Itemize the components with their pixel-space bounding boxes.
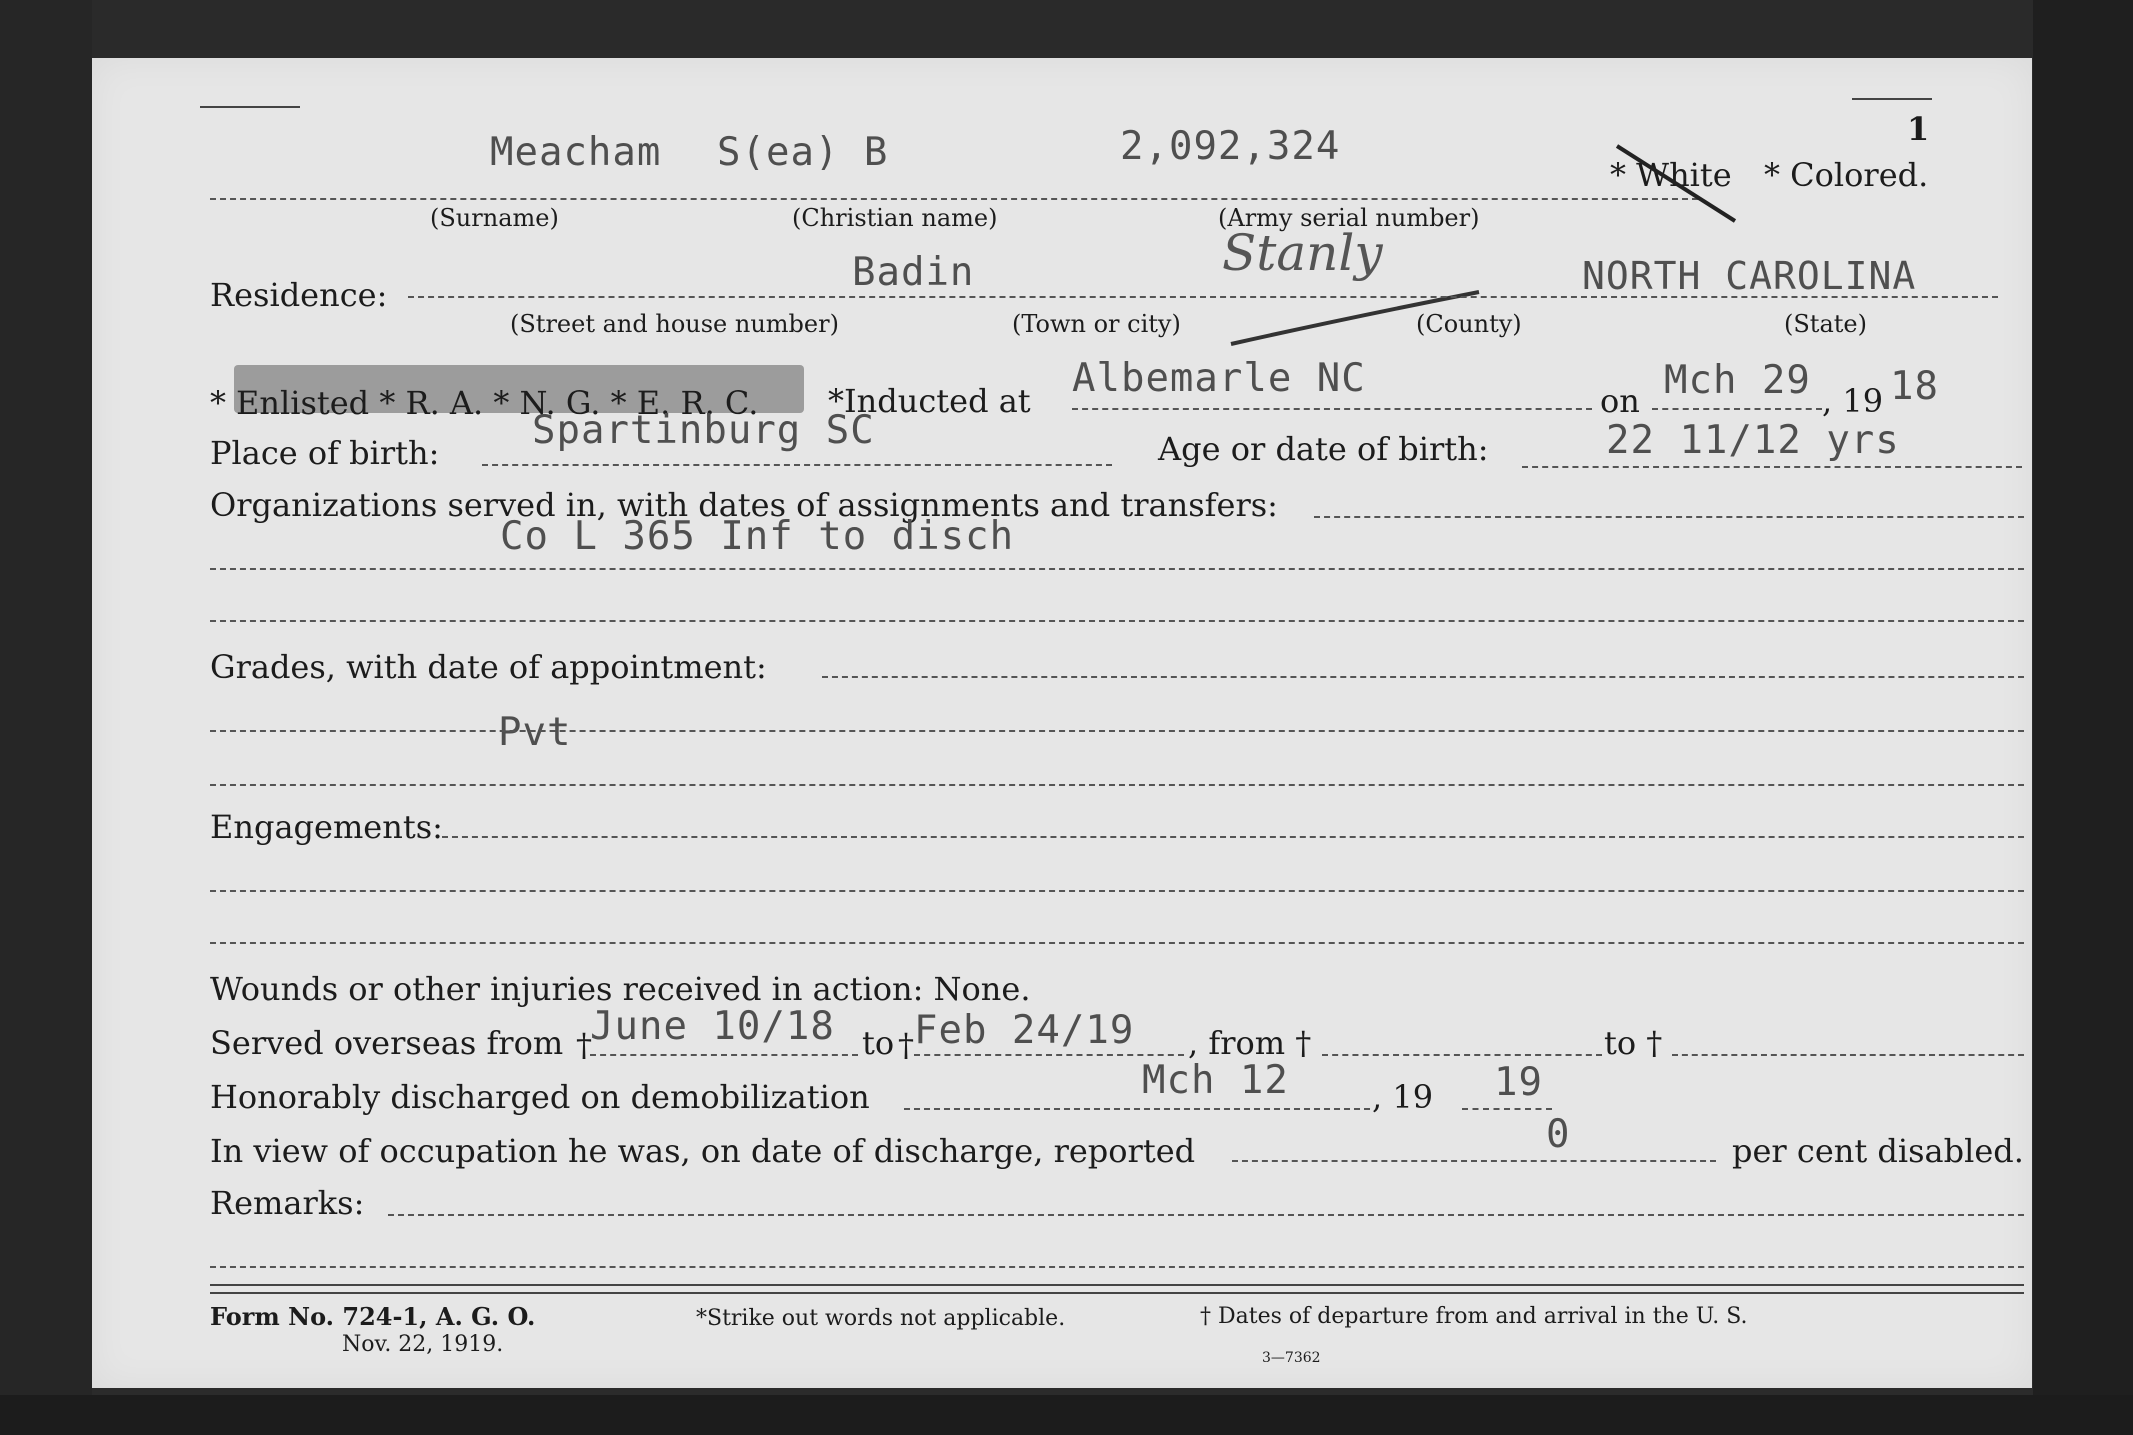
name-line bbox=[210, 198, 1698, 200]
scan-border-left bbox=[0, 0, 92, 1435]
departure-dates-note: † Dates of departure from and arrival in the U. S. bbox=[1200, 1304, 1748, 1329]
overseas-to-line bbox=[914, 1054, 1184, 1056]
surname-value: Meacham bbox=[490, 130, 662, 175]
top-left-rule bbox=[200, 106, 300, 108]
street-caption: (Street and house number) bbox=[510, 310, 839, 338]
on-label: on bbox=[1600, 382, 1640, 420]
age-line bbox=[1522, 466, 2022, 468]
organizations-line-3 bbox=[210, 620, 2024, 622]
residence-line bbox=[408, 296, 1998, 298]
overseas-to-label: to bbox=[862, 1024, 895, 1062]
service-record-card bbox=[92, 58, 2032, 1388]
induction-year-prefix: , 19 bbox=[1822, 382, 1884, 420]
overseas-label: Served overseas from bbox=[210, 1024, 564, 1062]
remarks-label: Remarks: bbox=[210, 1184, 365, 1222]
disability-line bbox=[1232, 1160, 1716, 1162]
overseas-to-value: Feb 24/19 bbox=[914, 1008, 1135, 1053]
overseas-from2-label: , from † bbox=[1188, 1024, 1312, 1062]
christian-name-caption: (Christian name) bbox=[792, 204, 998, 232]
age-value: 22 11/12 yrs bbox=[1606, 418, 1900, 463]
county-value: Stanly bbox=[1222, 224, 1383, 282]
place-of-birth-value: Spartinburg SC bbox=[532, 408, 875, 453]
induction-year-value: 18 bbox=[1890, 364, 1939, 409]
state-value: NORTH CAROLINA bbox=[1582, 254, 1917, 298]
christian-name-value: S(ea) B bbox=[717, 130, 889, 175]
disability-value: 0 bbox=[1546, 1112, 1571, 1157]
residence-label: Residence: bbox=[210, 276, 388, 314]
scan-border-bottom bbox=[0, 1395, 2133, 1435]
inducted-at-value: Albemarle NC bbox=[1072, 356, 1366, 401]
overseas-from-dagger: † bbox=[576, 1026, 592, 1064]
engagements-label: Engagements: bbox=[210, 808, 443, 846]
top-right-rule bbox=[1852, 98, 1932, 100]
scan-border-top bbox=[0, 0, 2133, 58]
grades-line-1 bbox=[822, 676, 2024, 678]
grades-line-3 bbox=[210, 784, 2024, 786]
disability-suffix: per cent disabled. bbox=[1732, 1132, 2024, 1170]
organizations-line-2 bbox=[210, 568, 2024, 570]
overseas-to2-label: to † bbox=[1604, 1024, 1663, 1062]
engagements-line-1 bbox=[442, 836, 2024, 838]
inducted-at-label: *Inducted at bbox=[828, 382, 1031, 420]
discharge-date-line bbox=[904, 1108, 1370, 1110]
wounds-label: Wounds or other injuries received in action: None. bbox=[210, 970, 1031, 1008]
overseas-to2-line bbox=[1672, 1054, 2024, 1056]
place-of-birth-line bbox=[482, 464, 1112, 466]
overseas-to-dagger: † bbox=[898, 1026, 914, 1064]
race-colored-option: * Colored. bbox=[1764, 156, 1929, 194]
print-code: 3—7362 bbox=[1262, 1350, 1321, 1366]
card-number: 1 bbox=[1907, 110, 1930, 148]
form-number: Form No. 724-1, A. G. O. bbox=[210, 1302, 536, 1331]
organizations-label: Organizations served in, with dates of assignments and transfers: bbox=[210, 486, 1278, 524]
organizations-value: Co L 365 Inf to disch bbox=[500, 514, 1015, 559]
place-of-birth-label: Place of birth: bbox=[210, 434, 440, 472]
overseas-from2-line bbox=[1322, 1054, 1602, 1056]
remarks-line-2 bbox=[210, 1266, 2024, 1268]
surname-caption: (Surname) bbox=[430, 204, 559, 232]
organizations-line-1 bbox=[1314, 516, 2024, 518]
induction-date-value: Mch 29 bbox=[1664, 358, 1811, 403]
discharge-year-value: 19 bbox=[1494, 1060, 1543, 1105]
county-caption: (County) bbox=[1416, 310, 1522, 338]
serial-number-value: 2,092,324 bbox=[1120, 124, 1341, 169]
form-date: Nov. 22, 1919. bbox=[342, 1332, 504, 1357]
footer-rule-2 bbox=[210, 1292, 2024, 1294]
town-caption: (Town or city) bbox=[1012, 310, 1181, 338]
grades-value: Pvt bbox=[498, 710, 572, 755]
grades-label: Grades, with date of appointment: bbox=[210, 648, 767, 686]
discharge-label: Honorably discharged on demobilization bbox=[210, 1078, 870, 1116]
scan-border-right bbox=[2033, 0, 2133, 1435]
remarks-line-1 bbox=[388, 1214, 2024, 1216]
discharge-year-line bbox=[1462, 1108, 1552, 1110]
engagements-line-2 bbox=[210, 890, 2024, 892]
town-value: Badin bbox=[852, 250, 975, 295]
engagements-line-3 bbox=[210, 942, 2024, 944]
serial-number-caption: (Army serial number) bbox=[1218, 204, 1480, 232]
strikeout-mark bbox=[1612, 138, 1742, 228]
discharge-year-prefix: , 19 bbox=[1372, 1078, 1434, 1116]
disability-label: In view of occupation he was, on date of discharge, reported bbox=[210, 1132, 1196, 1170]
enlisted-star: * bbox=[210, 384, 226, 422]
age-label: Age or date of birth: bbox=[1158, 430, 1489, 468]
state-caption: (State) bbox=[1784, 310, 1867, 338]
enlisted-options: Enlisted * R. A. * N. G. * E. R. C. bbox=[236, 384, 759, 422]
footer-rule-1 bbox=[210, 1284, 2024, 1286]
strike-out-note: *Strike out words not applicable. bbox=[696, 1306, 1066, 1331]
race-white-option: * White bbox=[1610, 156, 1732, 194]
discharge-date-value: Mch 12 bbox=[1142, 1058, 1289, 1103]
overseas-from-line bbox=[590, 1054, 858, 1056]
overseas-from-value: June 10/18 bbox=[590, 1004, 835, 1049]
induction-date-line bbox=[1652, 408, 1822, 410]
inducted-line bbox=[1072, 408, 1592, 410]
grades-line-2 bbox=[210, 730, 2024, 732]
